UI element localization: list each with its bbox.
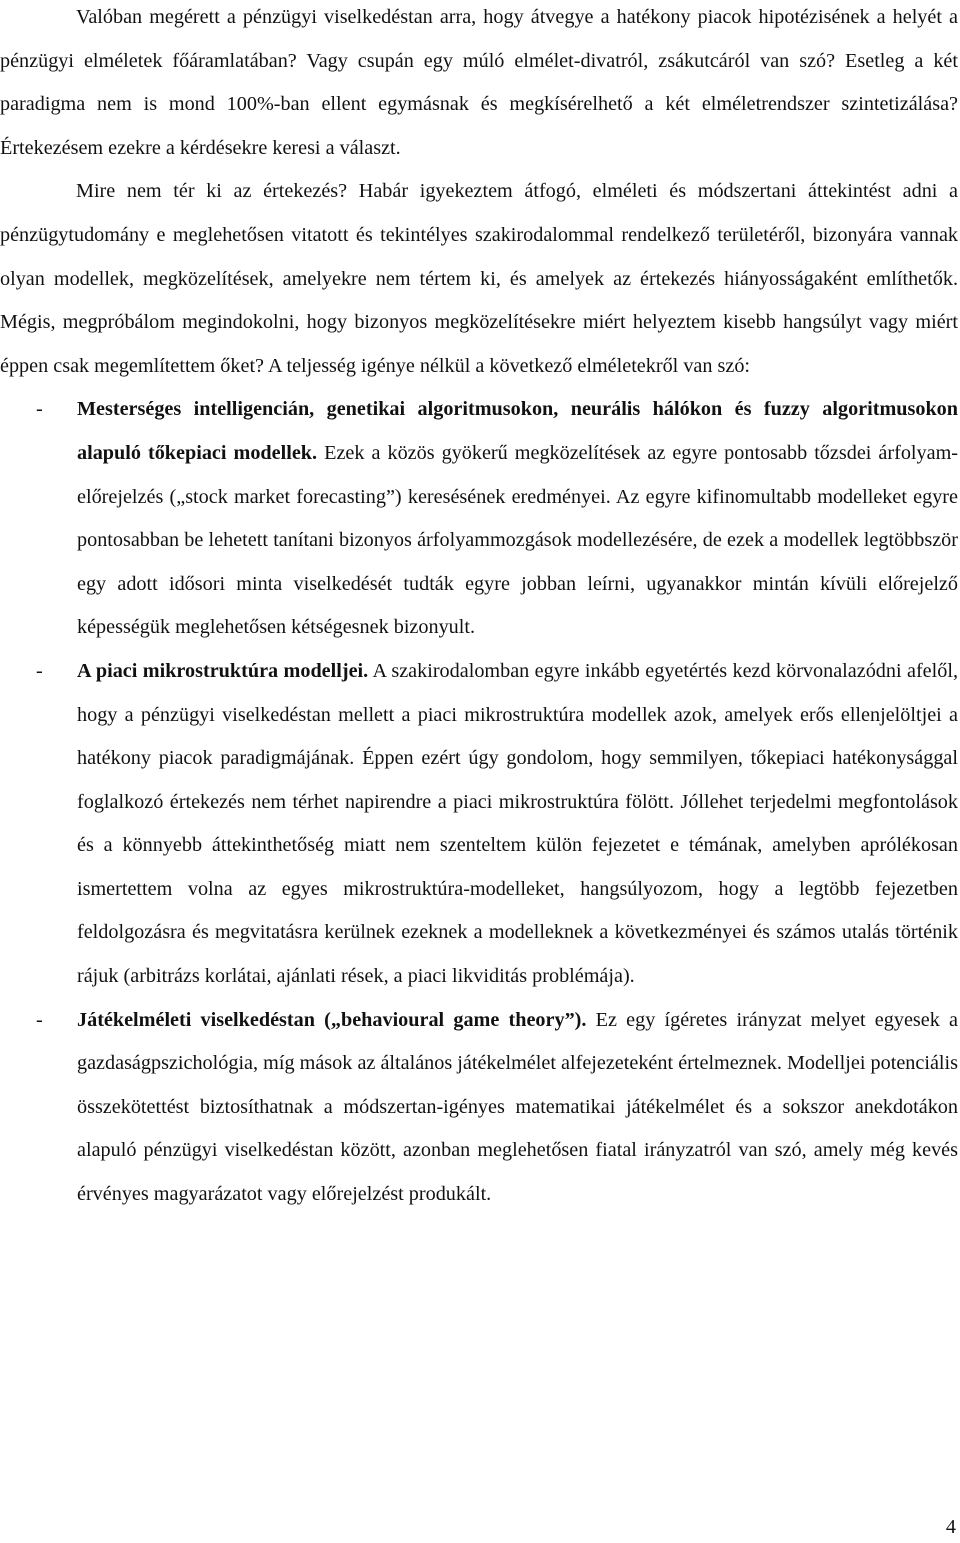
list-item <box>0 999 958 1217</box>
paragraph-intro: Valóban megérett a pénzügyi viselkedéstan arra, hogy átvegye a hatékony piacok hipotézisének a helyét a pénzügyi elméletek főáramlatában? Vagy csupán egy múló elmélet-divatról, zsákutcáról van szó? Esetleg a két paradigma nem is mond 100%-ban ellent egymásnak és megkísérelhető a két elméletrendszer szintetizálása? Értekezésem ezekre a kérdésekre keresi a választ. <box>0 6 958 159</box>
excluded-theories-list <box>0 388 958 1216</box>
list-item-body: Ez egy ígéretes irányzat melyet egyesek a gazdaságpszichológia, míg mások az általános játékelmélet alfejezeteként értelmeznek. Modelljei potenciális összekötettést biztosíthatnak a módszertan-igényes matematikai játékelmélet és a sokszor anekdotákon alapuló pénzügyi viselkedéstan között, azonban meglehetősen fiatal irányzatról van szó, amely még kevés érvényes magyarázatot vagy előrejelzést produkált. <box>77 1008 958 1206</box>
list-item-lead: Mesterséges intelligencián, genetikai algoritmusokon, neurális hálókon és fuzzy algoritmusokon alapuló tőkepiaci modellek. <box>77 398 958 464</box>
list-dash: - <box>36 1008 43 1031</box>
list-item-lead: A piaci mikrostruktúra modelljei. <box>77 659 369 682</box>
list-item-body: A szakirodalomban egyre inkább egyetértés kezd körvonalazódni afelől, hogy a pénzügyi viselkedéstan mellett a piaci mikrostruktúra modellek azok, amelyek erős ellenjelöltjei a hatékony piacok paradigmájának. Éppen ezért úgy gondolom, hogy semmilyen, tőkepiaci hatékonysággal foglalkozó értekezés nem térhet napirendre a piaci mikrostruktúra fölött. Jóllehet terjedelmi megfontolások és a könnyebb áttekinthetőség miatt nem szenteltem külön fejezetet e témának, amelyben aprólékosan ismertettem volna az egyes mikrostruktúra-modelleket, hangsúlyozom, hogy a legtöbb fejezetben feldolgozásra és megvitatásra kerülnek ezeknek a modelleknek a következményei és számos utalás történik rájuk (arbitrázs korlátai, ajánlati rések, a piaci likviditás problémája). <box>77 659 958 988</box>
list-item <box>0 388 958 650</box>
list-item <box>0 650 958 999</box>
list-item-body: Ezek a közös gyökerű megközelítések az egyre pontosabb tőzsdei árfolyam-előrejelzés („stock market forecasting”) keresésének eredményei. Az egyre kifinomultabb modelleket egyre pontosabban be lehetett tanítani bizonyos árfolyammozgások modellezésére, de ezek a modellek legtöbbször egy adott idősori minta viselkedését tudták egyre jobban leírni, ugyanakkor mintán kívüli előrejelző képességük meglehetősen kétségesnek bizonyult. <box>77 441 958 639</box>
paragraph-scope: Mire nem tér ki az értekezés? Habár igyekeztem átfogó, elméleti és módszertani áttekintést adni a pénzügytudomány e meglehetősen vitatott és tekintélyes szakirodalommal rendelkező területéről, bizonyára vannak olyan modellek, megközelítések, amelyekre nem tértem ki, és amelyek az értekezés hiányosságaként említhetők. Mégis, megpróbálom megindokolni, hogy bizonyos megközelítésekre miért helyeztem kisebb hangsúlyt vagy miért éppen csak megemlítettem őket? A teljesség igénye nélkül a következő elméletekről van szó: <box>0 180 958 377</box>
list-dash: - <box>36 398 43 421</box>
page-number: 4 <box>945 1516 956 1538</box>
list-item-lead: Játékelméleti viselkedéstan („behavioural game theory”). <box>77 1008 587 1031</box>
list-dash: - <box>36 659 43 682</box>
